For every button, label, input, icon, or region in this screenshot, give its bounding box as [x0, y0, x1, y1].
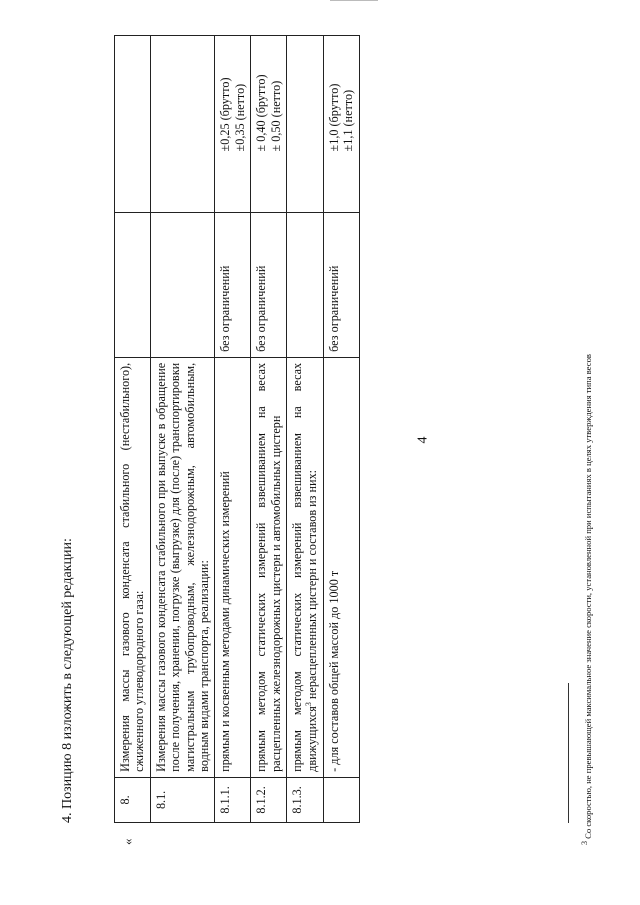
row-tolerance: ± 0,40 (брутто) ± 0,50 (нетто) — [251, 36, 287, 213]
row-number: 8. — [115, 777, 151, 822]
row-tolerance — [115, 36, 151, 213]
row-name: Измерения массы газового конденсата стабильного при выпуске в обращение после получения, хранении, погрузке (выгрузке) для (после) транспортировки магистральным трубопроводным, железнодорожным, автомобильным, водным видами транспорта, реализации: — [150, 357, 215, 777]
table-row — [150, 36, 215, 823]
row-limit: без ограничений — [323, 213, 359, 357]
row-tolerance: ±1,0 (брутто) ±1,1 (нетто) — [323, 36, 359, 213]
footnote-rule — [568, 683, 569, 823]
row-number: 8.1.1. — [215, 777, 251, 822]
footnote: $^3$ Со скоростью, не превышающей максимальное значение скорости, установленной при испытаниях в целях утверждения типа весов — [580, 354, 593, 845]
row-name: Измерения массы газового конденсата стабильного (нестабильного), сжиженного углеводородного газа: — [115, 357, 151, 777]
measurement-table — [114, 35, 360, 823]
row-tolerance: ±0,25 (брутто) ±0,35 (нетто) — [215, 36, 251, 213]
scan-artifact-line — [330, 0, 378, 1]
table-row — [215, 36, 251, 823]
intro-text: 4. Позицию 8 изложить в следующей редакции: — [60, 538, 75, 823]
row-tolerance — [150, 36, 215, 213]
row-name: - для составов общей массой до 1000 т — [323, 357, 359, 777]
row-limit — [150, 213, 215, 357]
table-row — [115, 36, 151, 823]
row-name: прямым методом статических измерений взвешиванием на весах движущихся$^3$ нерасцепленных цистерн и составов из них: — [286, 357, 323, 777]
table-row — [323, 36, 359, 823]
row-number: 8.1.3. — [286, 777, 323, 822]
row-number: 8.1. — [150, 777, 215, 822]
page-number: 4 — [415, 436, 431, 444]
rotated-page-content — [60, 45, 593, 845]
table-row — [286, 36, 323, 823]
row-name: прямым и косвенным методами динамических измерений — [215, 357, 251, 777]
row-number: 8.1.2. — [251, 777, 287, 822]
row-number — [323, 777, 359, 822]
row-limit — [286, 213, 323, 357]
row-name: прямым методом статических измерений взвешиванием на весах расцепленных железнодорожных цистерн и автомобильных цистерн — [251, 357, 287, 777]
row-limit: без ограничений — [251, 213, 287, 357]
row-limit: без ограничений — [215, 213, 251, 357]
footnote-ref: 3 — [304, 702, 314, 707]
row-tolerance — [286, 36, 323, 213]
row-limit — [115, 213, 151, 357]
quote-mark: « — [120, 838, 135, 845]
table-row — [251, 36, 287, 823]
